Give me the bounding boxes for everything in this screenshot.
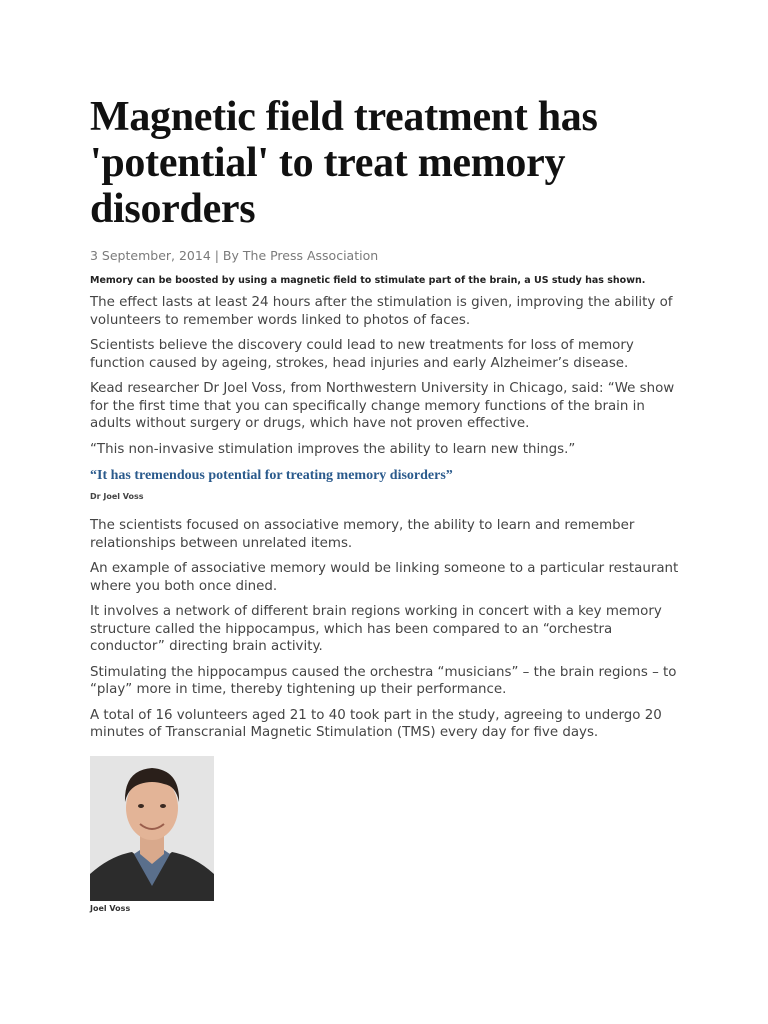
article bbox=[90, 94, 690, 913]
standfirst: Memory can be boosted by using a magnetic field to stimulate part of the brain, a US study has shown. bbox=[90, 275, 646, 286]
paragraph: The scientists focused on associative memory, the ability to learn and remember relationships between unrelated items. bbox=[90, 518, 635, 551]
pull-quote: “It has tremendous potential for treating memory disorders” bbox=[90, 468, 453, 483]
photo-caption: Joel Voss bbox=[90, 903, 131, 913]
paragraph: An example of associative memory would be linking someone to a particular restaurant where you both once dined. bbox=[90, 561, 679, 594]
paragraph: A total of 16 volunteers aged 21 to 40 took part in the study, agreeing to undergo 20 minutes of Transcranial Magnetic Stimulation (TMS) every day for five days. bbox=[90, 707, 662, 740]
paragraph: It involves a network of different brain regions working in concert with a key memory structure called the hippocampus, which has been compared to an “orchestra conductor” directing brain activity. bbox=[90, 604, 662, 654]
pull-quote-attribution: Dr Joel Voss bbox=[90, 492, 144, 501]
portrait-photo bbox=[90, 756, 214, 901]
paragraph: “This non-invasive stimulation improves the ability to learn new things.” bbox=[90, 441, 576, 457]
photo-figure bbox=[90, 756, 214, 913]
paragraph: Scientists believe the discovery could lead to new treatments for loss of memory function caused by ageing, strokes, head injuries and early Alzheimer’s disease. bbox=[90, 338, 634, 371]
byline: 3 September, 2014 | By The Press Association bbox=[90, 248, 379, 263]
paragraph: The effect lasts at least 24 hours after the stimulation is given, improving the ability of volunteers to remember words linked to photos of faces. bbox=[90, 295, 673, 328]
paragraph: Kead researcher Dr Joel Voss, from Northwestern University in Chicago, said: “We show for the first time that you can specifically change memory functions of the brain in adults without surgery or drugs, which have not proven effective. bbox=[90, 381, 675, 431]
headline: Magnetic field treatment has 'potential' to treat memory disorders bbox=[90, 94, 598, 232]
paragraph: Stimulating the hippocampus caused the orchestra “musicians” – the brain regions – to “play” more in time, thereby tightening up their performance. bbox=[90, 664, 677, 697]
